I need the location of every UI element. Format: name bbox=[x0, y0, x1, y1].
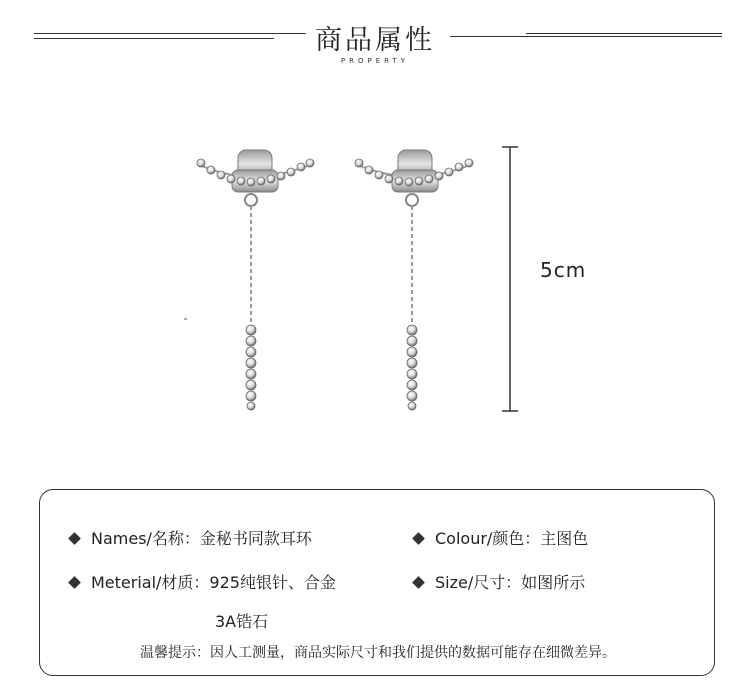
left-earring bbox=[197, 150, 314, 410]
info-row-colour bbox=[414, 526, 588, 549]
bullet-diamond-icon bbox=[412, 532, 425, 545]
info-material-extra: 3A锆石 bbox=[215, 612, 269, 631]
bullet-diamond-icon bbox=[68, 576, 81, 589]
info-colour: Colour/颜色：主图色 bbox=[435, 529, 589, 548]
product-image bbox=[0, 130, 750, 430]
info-size: Size/尺寸：如图所示 bbox=[435, 573, 586, 592]
measurement-note: 温馨提示：因人工测量，商品实际尺寸和我们提供的数据可能存在细微差异。 bbox=[140, 645, 616, 661]
size-marker bbox=[502, 147, 518, 411]
earrings-illustration bbox=[0, 130, 750, 430]
section-subtitle: PROPERTY bbox=[340, 57, 410, 65]
property-header bbox=[0, 0, 750, 80]
bullet-diamond-icon bbox=[68, 532, 81, 545]
info-row-material bbox=[70, 570, 336, 593]
size-label: 5cm bbox=[540, 258, 587, 282]
bullet-diamond-icon bbox=[412, 576, 425, 589]
right-earring bbox=[355, 150, 473, 410]
info-row-name bbox=[70, 526, 312, 549]
info-row-size bbox=[414, 570, 585, 593]
product-info-box bbox=[39, 489, 715, 676]
info-name: Names/名称：金秘书同款耳环 bbox=[91, 529, 312, 548]
section-title: 商品属性 bbox=[315, 25, 435, 56]
info-material: Meterial/材质：925纯银针、合金 bbox=[91, 573, 336, 592]
